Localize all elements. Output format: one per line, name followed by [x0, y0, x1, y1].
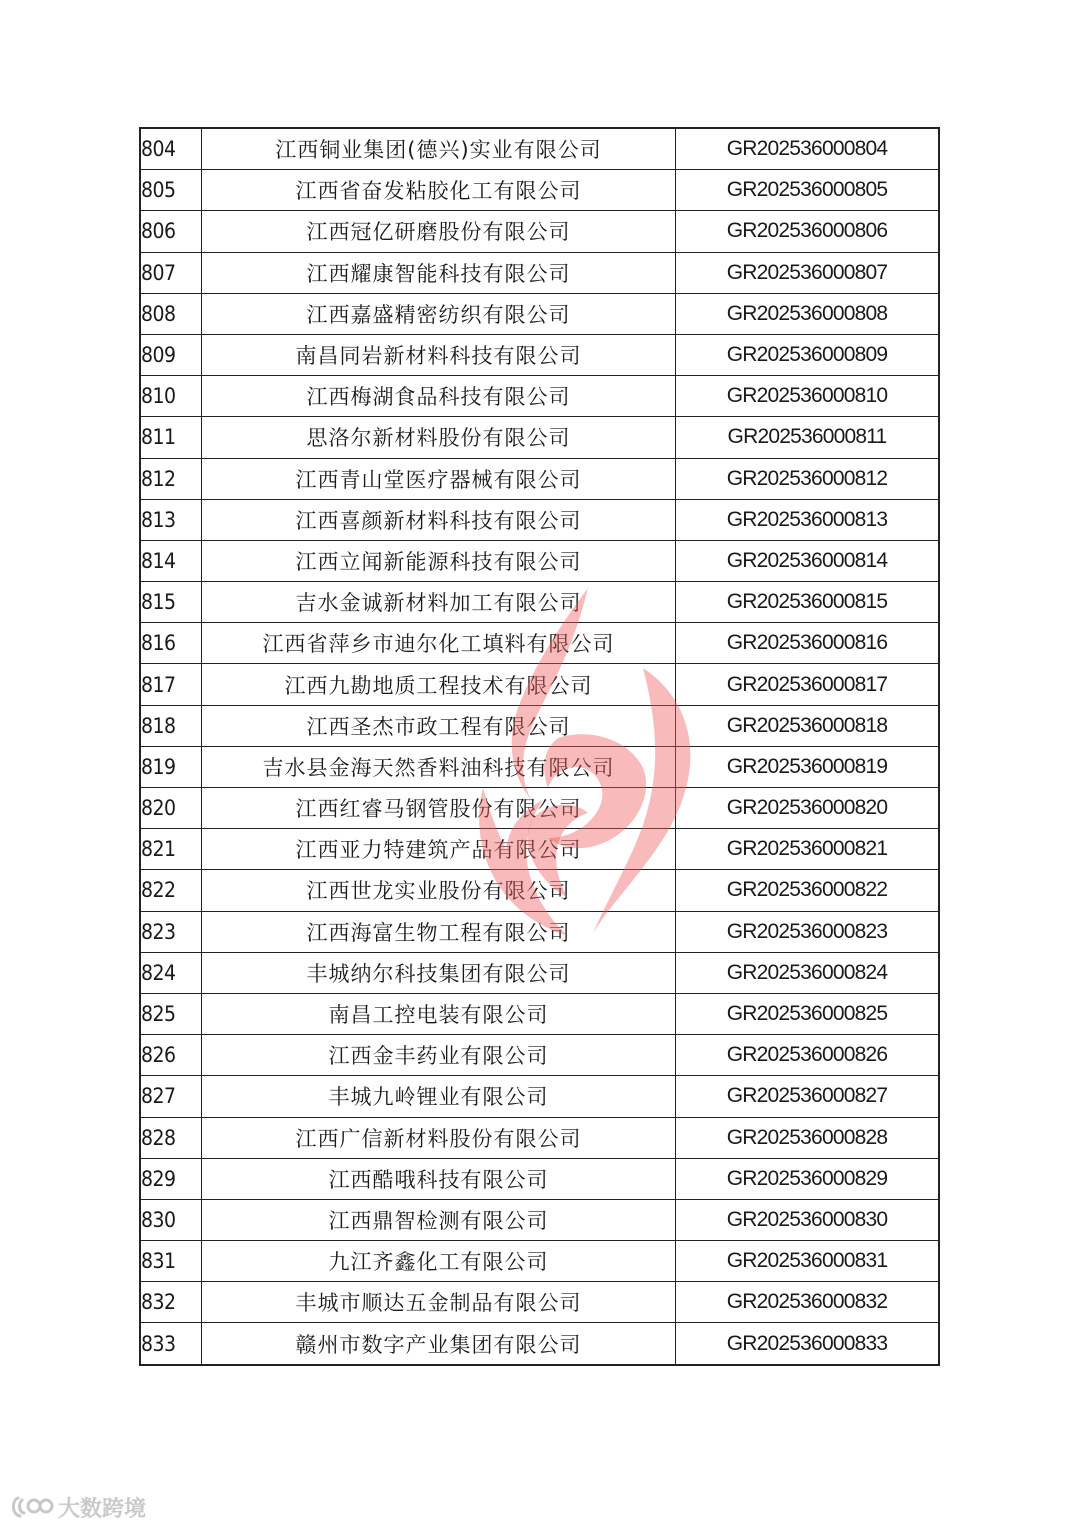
- row-cert-code: GR202536000821: [676, 829, 940, 870]
- row-company-name: 江西世龙实业股份有限公司: [202, 870, 676, 911]
- row-seq-number: 812: [140, 458, 202, 499]
- row-company-name: 江西嘉盛精密纺织有限公司: [202, 293, 676, 334]
- row-cert-code: GR202536000809: [676, 334, 940, 375]
- row-company-name: 赣州市数字产业集团有限公司: [202, 1323, 676, 1365]
- table-row: [140, 252, 939, 293]
- row-company-name: 江西省奋发粘胶化工有限公司: [202, 170, 676, 211]
- row-cert-code: GR202536000812: [676, 458, 940, 499]
- row-seq-number: 828: [140, 1117, 202, 1158]
- row-cert-code: GR202536000823: [676, 911, 940, 952]
- table-row: [140, 911, 939, 952]
- row-company-name: 江西酷哦科技有限公司: [202, 1158, 676, 1199]
- row-cert-code: GR202536000822: [676, 870, 940, 911]
- row-seq-number: 832: [140, 1282, 202, 1323]
- table-row: [140, 458, 939, 499]
- table-row: [140, 170, 939, 211]
- row-company-name: 江西青山堂医疗器械有限公司: [202, 458, 676, 499]
- row-company-name: 江西耀康智能科技有限公司: [202, 252, 676, 293]
- row-company-name: 江西立闻新能源科技有限公司: [202, 540, 676, 581]
- table-row: [140, 334, 939, 375]
- row-cert-code: GR202536000828: [676, 1117, 940, 1158]
- row-seq-number: 804: [140, 128, 202, 170]
- row-seq-number: 815: [140, 582, 202, 623]
- row-company-name: 江西广信新材料股份有限公司: [202, 1117, 676, 1158]
- row-company-name: 南昌同岩新材料科技有限公司: [202, 334, 676, 375]
- table-row: [140, 582, 939, 623]
- row-cert-code: GR202536000831: [676, 1241, 940, 1282]
- row-cert-code: GR202536000813: [676, 499, 940, 540]
- row-seq-number: 821: [140, 829, 202, 870]
- table-row: [140, 1199, 939, 1240]
- row-company-name: 吉水县金海天然香料油科技有限公司: [202, 746, 676, 787]
- row-seq-number: 827: [140, 1076, 202, 1117]
- row-company-name: 丰城九岭锂业有限公司: [202, 1076, 676, 1117]
- row-company-name: 江西铜业集团(德兴)实业有限公司: [202, 128, 676, 170]
- row-company-name: 江西圣杰市政工程有限公司: [202, 705, 676, 746]
- row-seq-number: 831: [140, 1241, 202, 1282]
- row-seq-number: 824: [140, 952, 202, 993]
- row-cert-code: GR202536000814: [676, 540, 940, 581]
- table-row: [140, 1158, 939, 1199]
- row-cert-code: GR202536000832: [676, 1282, 940, 1323]
- row-seq-number: 810: [140, 376, 202, 417]
- row-seq-number: 807: [140, 252, 202, 293]
- table-row: [140, 1076, 939, 1117]
- row-company-name: 思洛尔新材料股份有限公司: [202, 417, 676, 458]
- row-company-name: 丰城纳尔科技集团有限公司: [202, 952, 676, 993]
- table-row: [140, 1323, 939, 1365]
- table-row: [140, 293, 939, 334]
- row-cert-code: GR202536000830: [676, 1199, 940, 1240]
- footer-brand-text: 大数跨境: [58, 1495, 147, 1521]
- row-company-name: 江西冠亿研磨股份有限公司: [202, 211, 676, 252]
- table-row: [140, 705, 939, 746]
- row-company-name: 江西红睿马钢管股份有限公司: [202, 788, 676, 829]
- table-row: [140, 499, 939, 540]
- row-company-name: 江西九勘地质工程技术有限公司: [202, 664, 676, 705]
- table-row: [140, 1241, 939, 1282]
- row-seq-number: 817: [140, 664, 202, 705]
- row-company-name: 江西海富生物工程有限公司: [202, 911, 676, 952]
- row-seq-number: 822: [140, 870, 202, 911]
- row-cert-code: GR202536000807: [676, 252, 940, 293]
- row-cert-code: GR202536000806: [676, 211, 940, 252]
- row-cert-code: GR202536000816: [676, 623, 940, 664]
- row-cert-code: GR202536000829: [676, 1158, 940, 1199]
- row-seq-number: 806: [140, 211, 202, 252]
- table-row: [140, 664, 939, 705]
- row-seq-number: 820: [140, 788, 202, 829]
- table-row: [140, 1282, 939, 1323]
- row-cert-code: GR202536000811: [676, 417, 940, 458]
- row-company-name: 江西梅湖食品科技有限公司: [202, 376, 676, 417]
- row-seq-number: 816: [140, 623, 202, 664]
- row-cert-code: GR202536000820: [676, 788, 940, 829]
- row-seq-number: 813: [140, 499, 202, 540]
- row-cert-code: GR202536000818: [676, 705, 940, 746]
- row-cert-code: GR202536000819: [676, 746, 940, 787]
- row-cert-code: GR202536000808: [676, 293, 940, 334]
- table-row: [140, 417, 939, 458]
- certificate-table: [139, 127, 940, 1366]
- row-company-name: 江西鼎智检测有限公司: [202, 1199, 676, 1240]
- row-cert-code: GR202536000815: [676, 582, 940, 623]
- table-row: [140, 1035, 939, 1076]
- table-row: [140, 829, 939, 870]
- row-seq-number: 830: [140, 1199, 202, 1240]
- row-seq-number: 809: [140, 334, 202, 375]
- table-row: [140, 540, 939, 581]
- table-row: [140, 993, 939, 1034]
- table-row: [140, 128, 939, 170]
- row-seq-number: 808: [140, 293, 202, 334]
- row-cert-code: GR202536000833: [676, 1323, 940, 1365]
- row-cert-code: GR202536000826: [676, 1035, 940, 1076]
- table-row: [140, 376, 939, 417]
- row-seq-number: 805: [140, 170, 202, 211]
- row-cert-code: GR202536000804: [676, 128, 940, 170]
- row-company-name: 江西亚力特建筑产品有限公司: [202, 829, 676, 870]
- row-seq-number: 811: [140, 417, 202, 458]
- row-seq-number: 829: [140, 1158, 202, 1199]
- row-cert-code: GR202536000810: [676, 376, 940, 417]
- row-company-name: 江西喜颜新材料科技有限公司: [202, 499, 676, 540]
- row-seq-number: 819: [140, 746, 202, 787]
- row-seq-number: 833: [140, 1323, 202, 1365]
- footer-watermark: [8, 1490, 146, 1524]
- row-company-name: 江西金丰药业有限公司: [202, 1035, 676, 1076]
- row-cert-code: GR202536000824: [676, 952, 940, 993]
- table-row: [140, 870, 939, 911]
- row-seq-number: 814: [140, 540, 202, 581]
- row-company-name: 丰城市顺达五金制品有限公司: [202, 1282, 676, 1323]
- row-cert-code: GR202536000827: [676, 1076, 940, 1117]
- table-row: [140, 746, 939, 787]
- row-seq-number: 826: [140, 1035, 202, 1076]
- table-row: [140, 952, 939, 993]
- row-company-name: 吉水金诚新材料加工有限公司: [202, 582, 676, 623]
- row-company-name: 南昌工控电装有限公司: [202, 993, 676, 1034]
- table-row: [140, 1117, 939, 1158]
- table-row: [140, 623, 939, 664]
- row-cert-code: GR202536000817: [676, 664, 940, 705]
- row-cert-code: GR202536000805: [676, 170, 940, 211]
- table-row: [140, 788, 939, 829]
- row-seq-number: 825: [140, 993, 202, 1034]
- row-seq-number: 818: [140, 705, 202, 746]
- table-body: [140, 128, 939, 1365]
- table-row: [140, 211, 939, 252]
- row-company-name: 江西省萍乡市迪尔化工填料有限公司: [202, 623, 676, 664]
- row-seq-number: 823: [140, 911, 202, 952]
- row-cert-code: GR202536000825: [676, 993, 940, 1034]
- brand-logo-icon: [8, 1492, 54, 1522]
- row-company-name: 九江齐鑫化工有限公司: [202, 1241, 676, 1282]
